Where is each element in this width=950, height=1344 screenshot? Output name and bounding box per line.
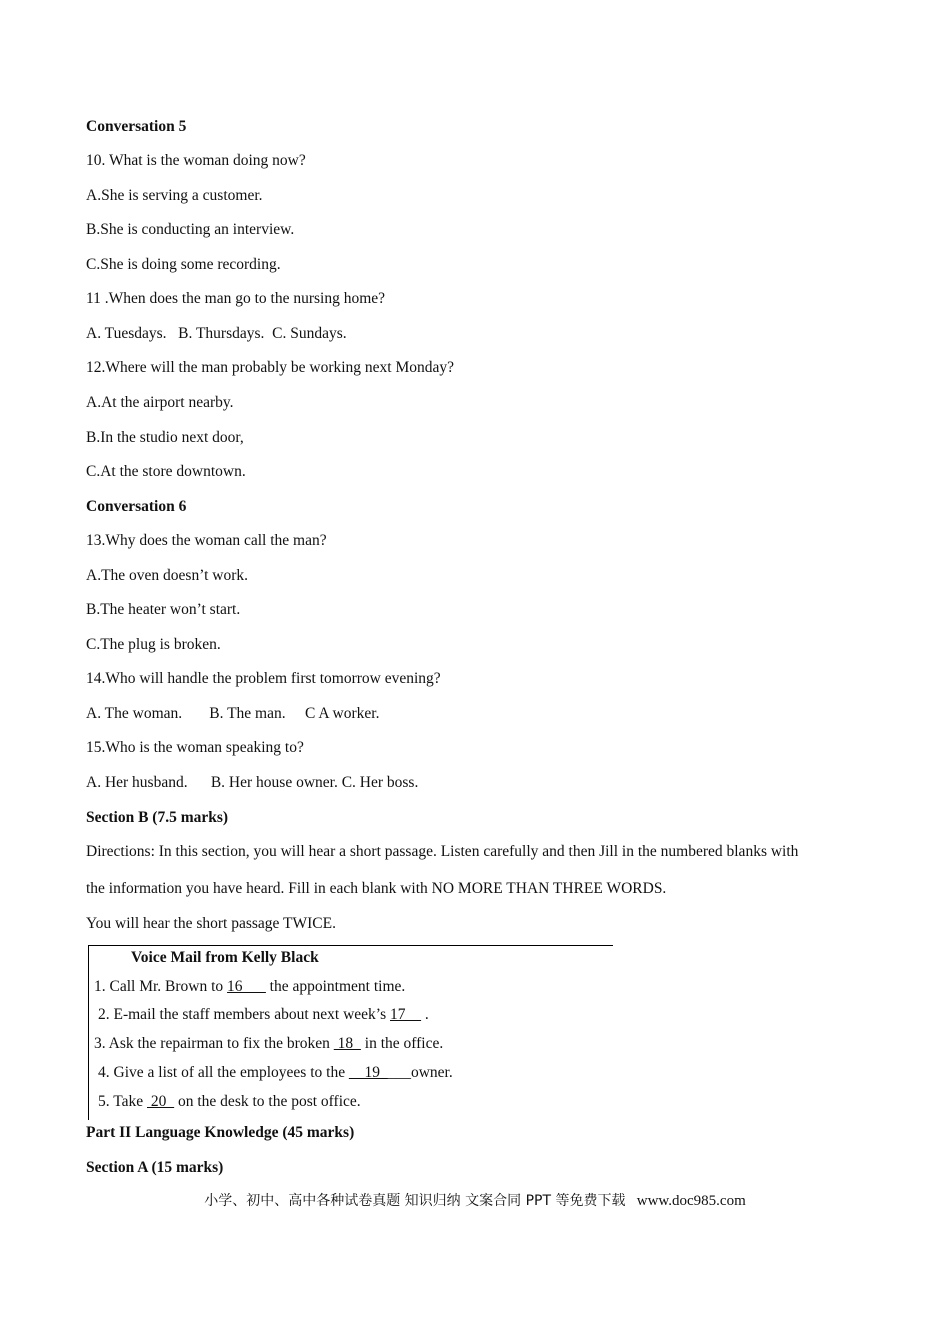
voice-mail-item-4	[98, 1063, 453, 1083]
conversation-5-heading: Conversation 5	[86, 118, 187, 135]
blank-18: 18	[333, 1035, 361, 1052]
voice-mail-item-3	[94, 1034, 443, 1054]
blank-16: 16___	[227, 978, 266, 995]
option-13c: C.The plug is broken.	[86, 636, 221, 653]
page-footer	[0, 1191, 950, 1211]
item-5-text: 5. Take	[98, 1093, 147, 1110]
item-1-rest: the appointment time.	[265, 978, 406, 995]
option-12b: B.In the studio next door,	[86, 429, 244, 446]
voice-mail-item-5	[98, 1092, 361, 1112]
section-a-heading: Section A (15 marks)	[86, 1159, 224, 1176]
conversation-6-heading: Conversation 6	[86, 498, 187, 515]
voice-mail-item-1	[94, 977, 405, 997]
options-11: A. Tuesdays. B. Thursdays. C. Sundays.	[86, 325, 347, 342]
item-5-rest: on the desk to the post office.	[174, 1093, 361, 1110]
item-4-rest: ___owner.	[387, 1064, 453, 1081]
question-14: 14.Who will handle the problem first tomorrow evening?	[86, 670, 441, 687]
blank-20: 20	[147, 1093, 175, 1110]
blank-19: __19_	[348, 1064, 388, 1081]
voice-mail-box	[88, 945, 613, 1120]
question-10: 10. What is the woman doing now?	[86, 152, 306, 169]
directions-line-1: Directions: In this section, you will hear a short passage. Listen carefully and then Jill in the numbered blanks with	[86, 843, 799, 860]
option-13b: B.The heater won’t start.	[86, 601, 241, 618]
question-15: 15.Who is the woman speaking to?	[86, 739, 304, 756]
option-13a: A.The oven doesn’t work.	[86, 567, 249, 584]
item-3-text: 3. Ask the repairman to fix the broken	[94, 1035, 334, 1052]
item-3-rest: in the office.	[360, 1035, 444, 1052]
item-2-rest: .	[420, 1006, 429, 1023]
question-12: 12.Where will the man probably be working next Monday?	[86, 359, 455, 376]
voice-mail-title: Voice Mail from Kelly Black	[131, 949, 319, 966]
part-2-heading: Part II Language Knowledge (45 marks)	[86, 1124, 355, 1141]
option-12c: C.At the store downtown.	[86, 463, 246, 480]
directions-line-2: the information you have heard. Fill in each blank with NO MORE THAN THREE WORDS.	[86, 880, 667, 897]
directions-line-3: You will hear the short passage TWICE.	[86, 915, 336, 932]
voice-mail-item-2	[98, 1005, 429, 1025]
item-1-text: 1. Call Mr. Brown to	[94, 978, 228, 995]
option-10a: A.She is serving a customer.	[86, 187, 263, 204]
option-10b: B.She is conducting an interview.	[86, 221, 295, 238]
options-14: A. The woman. B. The man. C A worker.	[86, 705, 380, 722]
question-13: 13.Why does the woman call the man?	[86, 532, 327, 549]
question-11: 11 .When does the man go to the nursing home?	[86, 290, 386, 307]
blank-17: 17__	[389, 1006, 421, 1023]
section-b-heading: Section B (7.5 marks)	[86, 809, 229, 826]
item-2-text: 2. E-mail the staff members about next week’s	[98, 1006, 390, 1023]
option-10c: C.She is doing some recording.	[86, 256, 281, 273]
item-4-text: 4. Give a list of all the employees to the	[98, 1064, 349, 1081]
options-15: A. Her husband. B. Her house owner. C. Her boss.	[86, 774, 419, 791]
footer-url[interactable]: www.doc985.com	[636, 1193, 746, 1209]
option-12a: A.At the airport nearby.	[86, 394, 234, 411]
footer-chinese-text: 小学、初中、高中各种试卷真题 知识归纳 文案合同 PPT 等免费下载	[204, 1193, 626, 1209]
